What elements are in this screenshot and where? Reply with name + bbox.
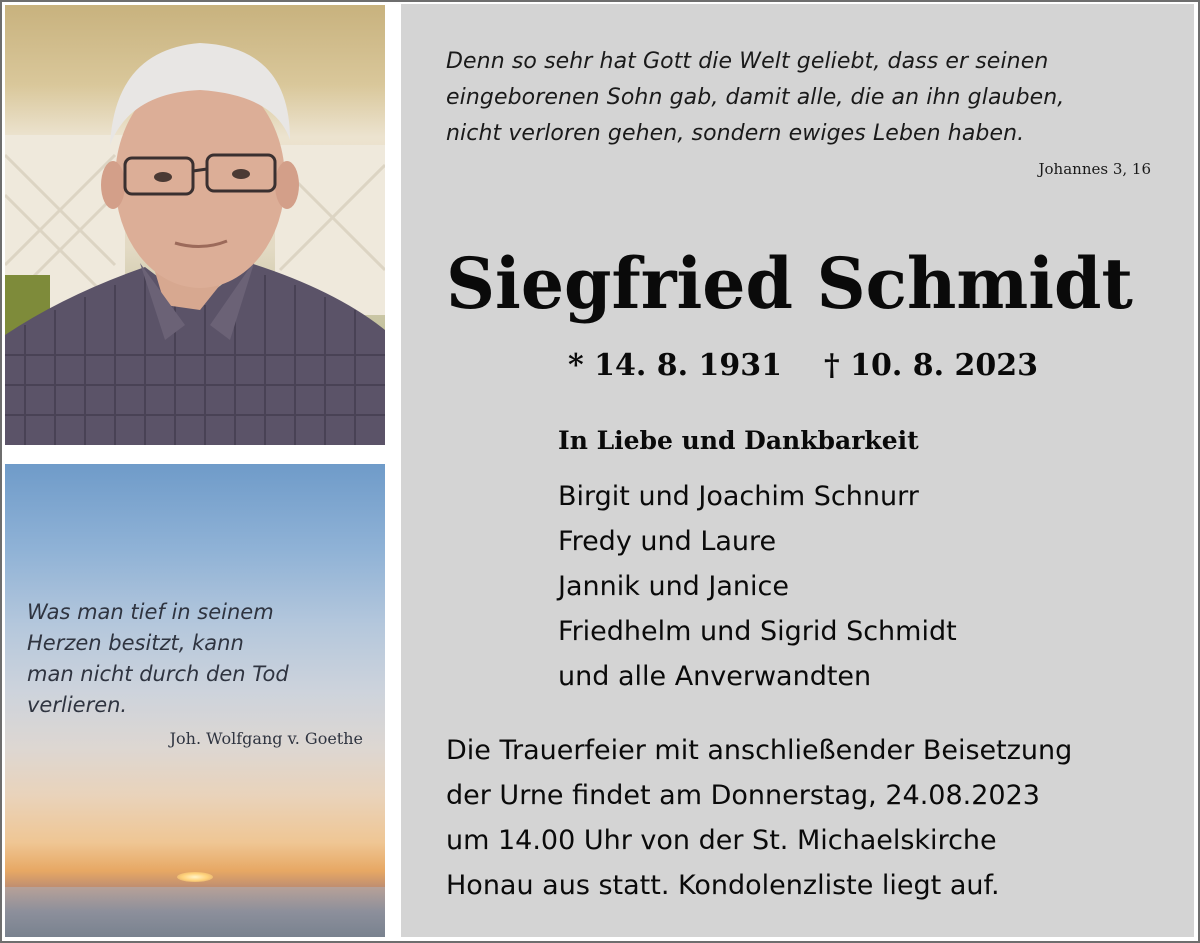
bible-verse-line: eingeborenen Sohn gab, damit alle, die an ihn glauben, (446, 85, 1065, 110)
deceased-name: Siegfried Schmidt (446, 242, 1133, 325)
dedication-heading: In Liebe und Dankbarkeit (558, 426, 919, 455)
goethe-quote (27, 597, 367, 721)
mourners-list (558, 474, 1158, 699)
bible-verse (446, 44, 1166, 152)
funeral-notice-line: um 14.00 Uhr von der St. Michaelskirche (446, 825, 997, 856)
mourner-item: Jannik und Janice (558, 571, 789, 602)
funeral-notice-line: Honau aus statt. Kondolenzliste liegt auf. (446, 870, 1000, 901)
death-date: † 10. 8. 2023 (824, 348, 1039, 383)
sunset-sky-image (5, 464, 385, 937)
quote-author: Joh. Wolfgang v. Goethe (169, 729, 363, 748)
bible-verse-line: Denn so sehr hat Gott die Welt geliebt, dass er seinen (446, 49, 1049, 74)
funeral-notice (446, 728, 1176, 908)
bible-reference: Johannes 3, 16 (1038, 160, 1151, 178)
quote-line: Was man tief in seinem (27, 600, 274, 624)
mourner-item: Birgit und Joachim Schnurr (558, 481, 919, 512)
birth-date: * 14. 8. 1931 (568, 348, 783, 383)
life-dates (568, 345, 1088, 387)
sun-glow (177, 872, 213, 882)
funeral-notice-line: Die Trauerfeier mit anschließender Beisetzung (446, 735, 1073, 766)
mourner-item: und alle Anverwandten (558, 661, 872, 692)
mourner-item: Friedhelm und Sigrid Schmidt (558, 616, 957, 647)
funeral-notice-line: der Urne findet am Donnerstag, 24.08.2023 (446, 780, 1040, 811)
portrait-photo (5, 5, 385, 445)
mourner-item: Fredy und Laure (558, 526, 777, 557)
sea-horizon (5, 887, 385, 937)
quote-line: man nicht durch den Tod (27, 662, 289, 686)
bible-verse-line: nicht verloren gehen, sondern ewiges Leben haben. (446, 121, 1025, 146)
quote-line: Herzen besitzt, kann (27, 631, 244, 655)
portrait-illustration (5, 5, 385, 445)
quote-line: verlieren. (27, 693, 128, 717)
